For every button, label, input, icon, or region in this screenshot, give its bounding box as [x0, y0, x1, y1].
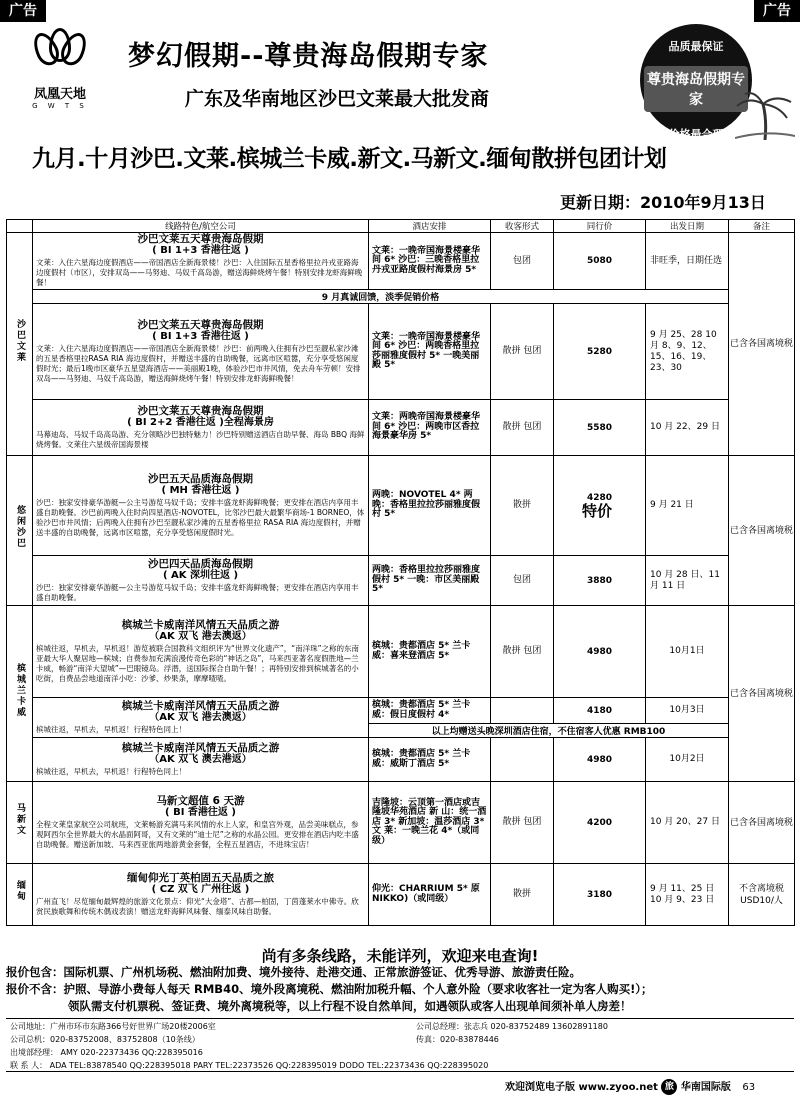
company-gm: 公司总经理：张志兵 020-83752489 13602891180: [416, 1022, 608, 1031]
hotel-cell: 槟城：贵都酒店 5* 兰卡威：喜来登酒店 5*: [369, 606, 491, 698]
route-title: 马新文超值 6 天游: [156, 794, 245, 807]
hotel-cell: 槟城：贵都酒店 5* 兰卡威：假日度假村 4*: [369, 698, 491, 724]
table-header: [7, 220, 795, 233]
route-desc: 文莱：入住六星海边度假酒店——帝国酒店全新海景楼！沙巴：入住国际五星香格里拉丹戎亚路海边度假村（市区），安排双岛——马努迪、马奴千高岛游，赠送海鲜烧烤午餐！特别安排龙虾海鲜晚餐！: [36, 258, 363, 287]
type-cell: 散拼 包团: [491, 782, 554, 864]
contacts: 联 系 人： ADA TEL:83878540 QQ:228395018 PARY TEL:22373526 QQ:228395019 DODO TEL:22373436 QQ:228395020: [10, 1061, 489, 1070]
route-title: 沙巴四天品质海岛假期: [148, 557, 253, 570]
hotel-cell: 文莱：一晚帝国海景楼豪华间 6* 沙巴：三晚香格里拉丹戎亚路度假村海景房 5*: [369, 233, 491, 290]
ad-label-right: 广告: [754, 0, 800, 22]
region-penang: [7, 606, 33, 782]
route-cell: [33, 304, 369, 400]
route-cell: [33, 606, 369, 698]
region-label: 马新文: [15, 802, 25, 836]
website-text: 欢迎浏览电子版 www.zyoo.net: [505, 1082, 658, 1093]
route-title: 缅甸仰光丁英柏固五天品质之旅: [127, 871, 274, 884]
price-cell: 3180: [554, 864, 646, 926]
header-hotel: 酒店安排: [369, 220, 491, 233]
route-desc: 槟城往返，早机去，早机返！行程特色同上！: [36, 724, 186, 734]
dept-manager: 出境部经理： AMY 020-22373436 QQ:228395016: [10, 1048, 203, 1057]
route-flight: ( AK 深圳往返 ): [162, 569, 239, 581]
remark-cell: 已含各国离境税: [729, 456, 795, 606]
header-date: 出发日期: [646, 220, 729, 233]
region-myanmar: [7, 864, 33, 926]
route-title: 沙巴五天品质海岛假期: [148, 472, 253, 485]
type-cell: 散拼: [491, 456, 554, 556]
route-title: 沙巴文莱五天尊贵海岛假期: [137, 233, 264, 245]
table-row: [7, 556, 795, 606]
logo-name: 凤凰天地: [33, 87, 86, 102]
update-date: 更新日期：2010年9月13日: [560, 193, 766, 212]
route-flight: ( BI 1+3 香港往返 ): [152, 245, 249, 256]
company-logo: [10, 28, 110, 118]
promo-row: [7, 290, 795, 304]
route-cell: [33, 233, 369, 290]
type-cell: 包团: [491, 233, 554, 290]
remark-cell: 已含各国离境税: [729, 233, 795, 456]
type-cell: 散拼: [491, 864, 554, 926]
route-cell: [33, 698, 369, 738]
company-hq: 公司总机：020-83752008、83752808（10条线）: [10, 1035, 200, 1044]
route-cell: [33, 864, 369, 926]
remark-cell: 不含离境税 USD10/人: [729, 864, 795, 926]
page-subtitle: 广东及华南地区沙巴文莱最大批发商: [185, 88, 490, 110]
route-desc: 沙巴：独家安排豪华游艇—公主号游览马奴千岛；安排丰盛龙虾海鲜晚餐；更安排在酒店内享用丰盛自助晚餐。沙巴前两晚入住时尚四星酒店-NOVOTEL，比邻沙巴最大最繁华商场-1 BORNEO，体验沙巴市井风情；后两晚入住拥有沙巴至靓私家沙滩的五星香格里拉 RASA RIA 海边度假村，并赠送丰盛的自助晚餐，远离市区喧嚣，充分享受悠闲度假时光。: [36, 497, 365, 537]
hotel-cell: 文莱：两晚帝国海景楼豪华间 6* 沙巴：两晚市区香拉海景豪华房 5*: [369, 400, 491, 456]
page-title: 梦幻假期--尊贵海岛假期专家: [128, 41, 489, 72]
price-cell: 3880: [554, 556, 646, 606]
ad-label-left: 广告: [0, 0, 46, 22]
table-row: [7, 456, 795, 556]
seal-middle: 尊贵海岛假期专家: [644, 66, 748, 112]
route-desc: 槟城往返，早机去，早机返！游览被联合国教科文组织评为“世界文化遗产”，“南洋珠”之称的东南亚最大华人聚居地—槟城；自费参加充满浪漫传奇色彩的“神话之岛”，马来西亚著名度假胜地—兰卡威，畅游“南洋大望城”—巴眼镜岛。浮潜，送国际探合自助午餐！；再特别安排到槟城著名的小吃街，自费品尝地道南洋小吃：沙爹、炒果条，摩摩喳喳。: [36, 643, 360, 683]
header-route: 线路特色/航空公司: [33, 220, 369, 233]
table-row: [7, 400, 795, 456]
price-cell: 5580: [554, 400, 646, 456]
price-cell: 4200: [554, 782, 646, 864]
route-desc: 广州直飞！尽览缅甸最辉煌的旅游文化景点：仰光“大金塔”、古都—柏固，丁茵蓬莱水中佛寺。欣赏民族歌舞和传统木偶戏表演！赠送龙虾海鲜风味餐、缅泰风味自助餐。: [36, 896, 359, 916]
route-flight: ( BI 1+3 香港往返 ): [152, 330, 249, 342]
table-row: [7, 782, 795, 864]
route-flight: （AK 双飞 港去澳返）: [149, 630, 252, 642]
date-cell: 10 月 20、27 日: [646, 782, 729, 864]
seal-top: 品质最保证: [668, 40, 724, 53]
table-row: [7, 698, 795, 724]
route-flight: ( MH 香港往返 ): [161, 484, 240, 496]
headline: 九月.十月沙巴.文莱.槟城兰卡威.新文.马新文.缅甸散拼包团计划: [32, 146, 667, 172]
palm-tree-icon: [735, 90, 795, 140]
page-number: 63: [742, 1082, 756, 1093]
price-excludes-cont: 领队需支付机票税、签证费、境外离境税等，以上行程不设自然单间，如遇领队或客人出现单间须补单人房差！: [68, 999, 632, 1013]
more-routes: 尚有多条线路，未能详列，欢迎来电查询!: [261, 947, 539, 965]
company-fax: 传真：020-83878446: [416, 1035, 499, 1044]
promo-note: 9 月真诚回馈，淡季促销价格: [33, 290, 729, 304]
region-label: 槟城兰卡威: [15, 662, 25, 718]
region-sabah-brunei: [7, 233, 33, 456]
brand-name: 华南国际版: [680, 1082, 731, 1093]
date-cell: 非旺季，日期任选: [646, 233, 729, 290]
hotel-cell: 两晚：NOVOTEL 4* 两晚：香格里拉拉莎丽雅度假村 5*: [369, 456, 491, 556]
penang-note: 以上均赠送头晚深圳酒店住宿，不住宿客人优惠 RMB100: [369, 724, 729, 738]
route-desc: 全程文莱皇家航空公司航班，文莱畅游充满马来风情的水上人家，和皇宫外观，品尝美味糕点，参观阿西尔全世界最大的水晶面阿哥，又有文莱的“迪士尼”之称的水晶公园。更安排在酒店内吃丰盛自助晚餐。赠送新加坡、马来西亚旅两地游黄金套餐，全程五星酒店，不进珠宝店！: [36, 819, 359, 849]
route-flight: ( BI 2+2 香港往返 )全程海景房: [127, 416, 274, 428]
region-label: 悠闲沙巴: [15, 505, 25, 549]
route-title: 槟城兰卡威南洋风情五天品质之游: [121, 741, 280, 754]
price-cell: 4180: [554, 698, 646, 724]
price-includes: 报价包含：国际机票、广州机场税、燃油附加费、境外接待、赴港交通、正常旅游签证、优秀导游、旅游责任险。: [6, 965, 581, 979]
company-footer: [6, 1018, 794, 1072]
date-cell: 10 月 28 日、11 月 11 日: [646, 556, 729, 606]
route-desc: 槟城往返，早机去，早机返！行程特色同上！: [36, 766, 186, 776]
table-row: [7, 864, 795, 926]
date-cell: 9 月 21 日: [646, 456, 729, 556]
price-note: 特价: [582, 501, 613, 520]
route-cell: [33, 556, 369, 606]
tour-table: [6, 219, 795, 926]
route-title: 槟城兰卡威南洋风情五天品质之游: [121, 618, 280, 631]
route-cell: [33, 456, 369, 556]
price-cell: 4980: [554, 606, 646, 698]
table-row: [7, 606, 795, 698]
type-cell: 散拼 包团: [491, 400, 554, 456]
route-flight: （AK 双飞 港去澳返）: [149, 711, 252, 723]
route-title: 槟城兰卡威南洋风情五天品质之游: [121, 699, 280, 712]
route-cell: [33, 738, 369, 782]
seal-bottom: 价格最合理: [668, 128, 724, 141]
bottom-bar: [505, 1078, 755, 1095]
type-cell: 包团: [491, 556, 554, 606]
route-desc: 文莱：入住六星海边度假酒店——帝国酒店全新海景楼！沙巴：前两晚入住拥有沙巴至靓私家沙滩的五星香格里拉RASA RIA 海边度假村，并赠送丰盛的自助晚餐，远离市区喧嚣，充分享受悠闲度假时光；最后1晚市区豪华五星望海酒店——美丽殿1晚，体验沙巴市井风情，免去舟车劳顿！安排双岛——马努迪、马奴千高岛游，赠送海鲜烧烤午餐！特别安排龙虾海鲜晚餐！: [36, 343, 361, 383]
phoenix-icon: [25, 28, 95, 83]
route-desc: 沙巴：独家安排豪华游艇—公主号游览马奴千岛；安排丰盛龙虾海鲜晚餐；更安排在酒店内享用丰盛自助晚餐。: [36, 582, 359, 602]
hotel-cell: 两晚：香格里拉拉莎丽雅度假村 5* 一晚：市区美丽殿 5*: [369, 556, 491, 606]
region-leisure-sabah: [7, 456, 33, 606]
route-title: 沙巴文莱五天尊贵海岛假期: [137, 404, 264, 417]
route-cell: [33, 400, 369, 456]
type-cell: 散拼 包团: [491, 304, 554, 400]
date-cell: 9 月 11、25 日 10 月 9、23 日: [646, 864, 729, 926]
date-cell: 10月1日: [646, 606, 729, 698]
price-value: 4280: [586, 492, 613, 503]
price-cell: 5080: [554, 233, 646, 290]
hotel-cell: 文莱：一晚帝国海景楼豪华间 6* 沙巴：两晚香格里拉莎丽雅度假村 5* 一晚美丽殿 5*: [369, 304, 491, 400]
date-cell: 10月3日: [646, 698, 729, 724]
hotel-cell: 仰光：CHARRIUM 5* 原 NIKKO)（或同级）: [369, 864, 491, 926]
type-cell: 散拼 包团: [491, 606, 554, 698]
type-cell: [491, 698, 554, 724]
price-cell: [554, 456, 646, 556]
table-row: [7, 233, 795, 290]
header-price: 同行价: [554, 220, 646, 233]
table-row: [7, 304, 795, 400]
route-title: 沙巴文莱五天尊贵海岛假期: [137, 318, 264, 331]
date-cell: 10 月 22、29 日: [646, 400, 729, 456]
company-address: 公司地址：广州市环市东路366号好世界广场20楼2006室: [10, 1022, 216, 1031]
type-cell: [491, 738, 554, 782]
table-row: [7, 738, 795, 782]
route-flight: ( BI 香港往返 ): [165, 806, 236, 818]
price-excludes: 报价不含：护照、导游小费每人每天 RMB40、境外段离境税、燃油附加税升幅、个人意外险（要求收客社一定为客人购买!）；: [6, 982, 653, 996]
header-corner: [7, 220, 33, 233]
region-label: 缅甸: [15, 880, 25, 902]
header-type: 收客形式: [491, 220, 554, 233]
logo-sub: G W T S: [32, 102, 88, 110]
region-label: 沙巴文莱: [15, 318, 25, 363]
date-cell: 10月2日: [646, 738, 729, 782]
route-flight: （AK 双飞 澳去港返）: [149, 753, 252, 765]
hotel-cell: 吉隆坡：云顶第一酒店或吉隆坡华苑酒店 新 山：统一酒店 3* 新加坡：温莎酒店 3* 文 莱：一晚兰花 4*（或同级）: [369, 782, 491, 864]
header-remark: 备注: [729, 220, 795, 233]
price-cell: 5280: [554, 304, 646, 400]
region-msw: [7, 782, 33, 864]
remark-cell: 已含各国离境税: [729, 782, 795, 864]
route-desc: 马幕迪岛、马奴千岛高岛游、充分领略沙巴独特魅力！沙巴特别赠送酒店自助早餐、海岛 BBQ 海鲜烧烤餐。文莱住六星级帝国海景楼: [36, 429, 365, 449]
brand-circle-icon: 旅: [661, 1079, 677, 1095]
route-cell: [33, 782, 369, 864]
hotel-cell: 槟城：贵都酒店 5* 兰卡威：威斯丁酒店 5*: [369, 738, 491, 782]
price-cell: 4980: [554, 738, 646, 782]
remark-cell: 已含各国离境税: [729, 606, 795, 782]
date-cell: 9 月 25、28 10 月 8、9、12、15、16、19、23、30: [646, 304, 729, 400]
route-flight: ( CZ 双飞 广州往返 ): [151, 883, 250, 895]
